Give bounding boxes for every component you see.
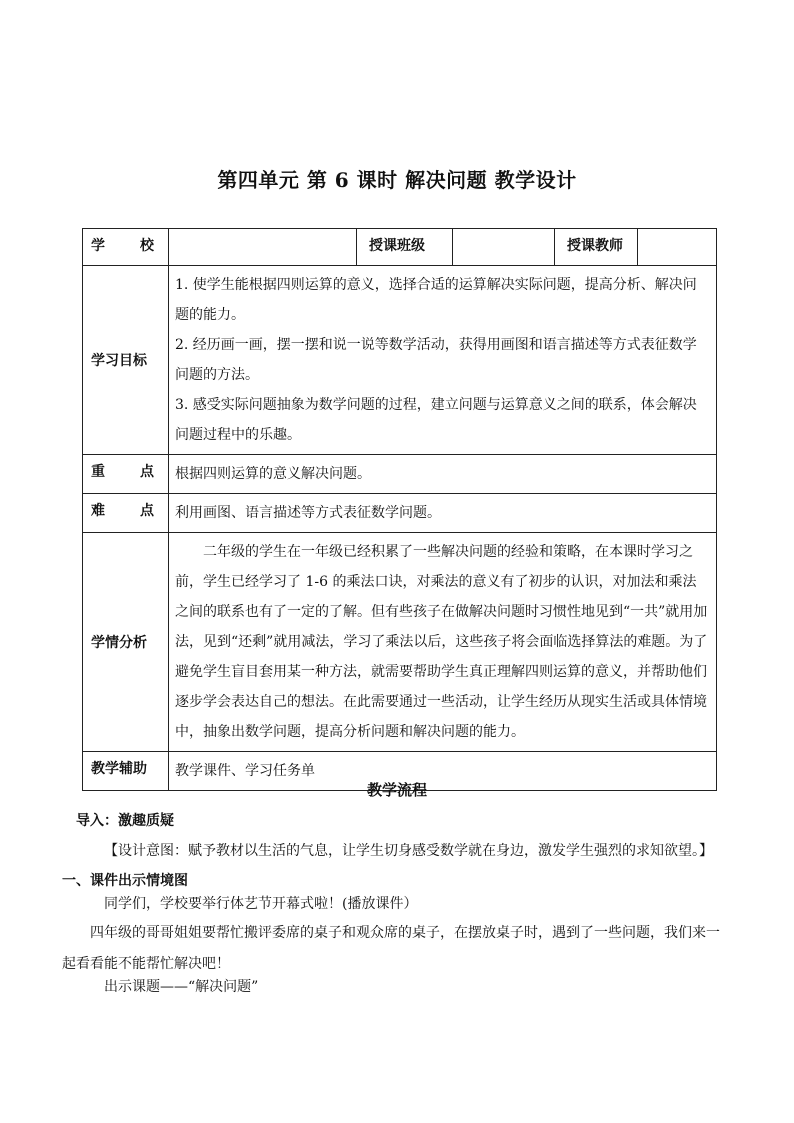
class-value [453,229,555,266]
paragraph-2: 四年级的哥哥姐姐要帮忙搬评委席的桌子和观众席的桌子，在摆放桌子时，遇到了一些问题，我们来一起看看能不能帮忙解决吧！ [62,925,720,972]
key-point-value: 根据四则运算的意义解决问题。 [169,455,717,494]
page-title: 第四单元 第 6 课时 解决问题 教学设计 [217,168,577,192]
flow-title: 教学流程 [366,781,427,799]
aids-label: 教学辅助 [83,752,169,791]
difficulty-label: 难 点 [83,494,169,533]
objective-item: 1. 使学生能根据四则运算的意义，选择合适的运算解决实际问题，提高分析、解决问题的能力。 [175,277,697,323]
key-point-label: 重 点 [83,455,169,494]
analysis-row [83,533,717,752]
analysis-value: 二年级的学生在一年级已经积累了一些解决问题的经验和策略，在本课时学习之前，学生已经学习了 1-6 的乘法口诀，对乘法的意义有了初步的认识，对加法和乘法之间的联系也有了一定的了解。但有些孩子在做解决问题时习惯性地见到“一共”就用加法，见到“还剩”就用减法，学习了乘法以后，这些孩子将会面临选择算法的难题。为了避免学生盲目套用某一种方法，就需要帮助学生真正理解四则运算的意义，并帮助他们逐步学会表达自己的想法。在此需要通过一些活动，让学生经历从现实生活或具体情境中，抽象出数学问题，提高分析问题和解决问题的能力。 [169,533,717,752]
class-label: 授课班级 [357,229,453,266]
objectives-content [169,266,717,455]
teacher-value [638,229,717,266]
difficulty-value: 利用画图、语言描述等方式表征数学问题。 [169,494,717,533]
header-row [83,229,717,266]
analysis-label: 学情分析 [83,533,169,752]
section1-heading: 一、课件出示情境图 [62,873,188,889]
paragraph-3: 出示课题——“解决问题” [104,979,259,995]
intro-heading: 导入：激趣质疑 [76,813,174,829]
key-point-row [83,455,717,494]
difficulty-row [83,494,717,533]
lesson-info-table [82,228,717,791]
paragraph-1: 同学们，学校要举行体艺节开幕式啦！(播放课件） [104,896,418,912]
objective-item: 3. 感受实际问题抽象为数学问题的过程，建立问题与运算意义之间的联系，体会解决问题过程中的乐趣。 [175,397,697,443]
aids-value: 教学课件、学习任务单 [169,752,717,791]
objective-item: 2. 经历画一画，摆一摆和说一说等数学活动，获得用画图和语言描述等方式表征数学问题的方法。 [175,337,697,383]
objectives-label: 学习目标 [83,266,169,455]
school-value [169,229,357,266]
teacher-label: 授课教师 [555,229,638,266]
design-intent: 【设计意图：赋予教材以生活的气息，让学生切身感受数学就在身边，激发学生强烈的求知欲望。】 [104,843,713,859]
objectives-row [83,266,717,455]
school-label: 学 校 [83,229,169,266]
